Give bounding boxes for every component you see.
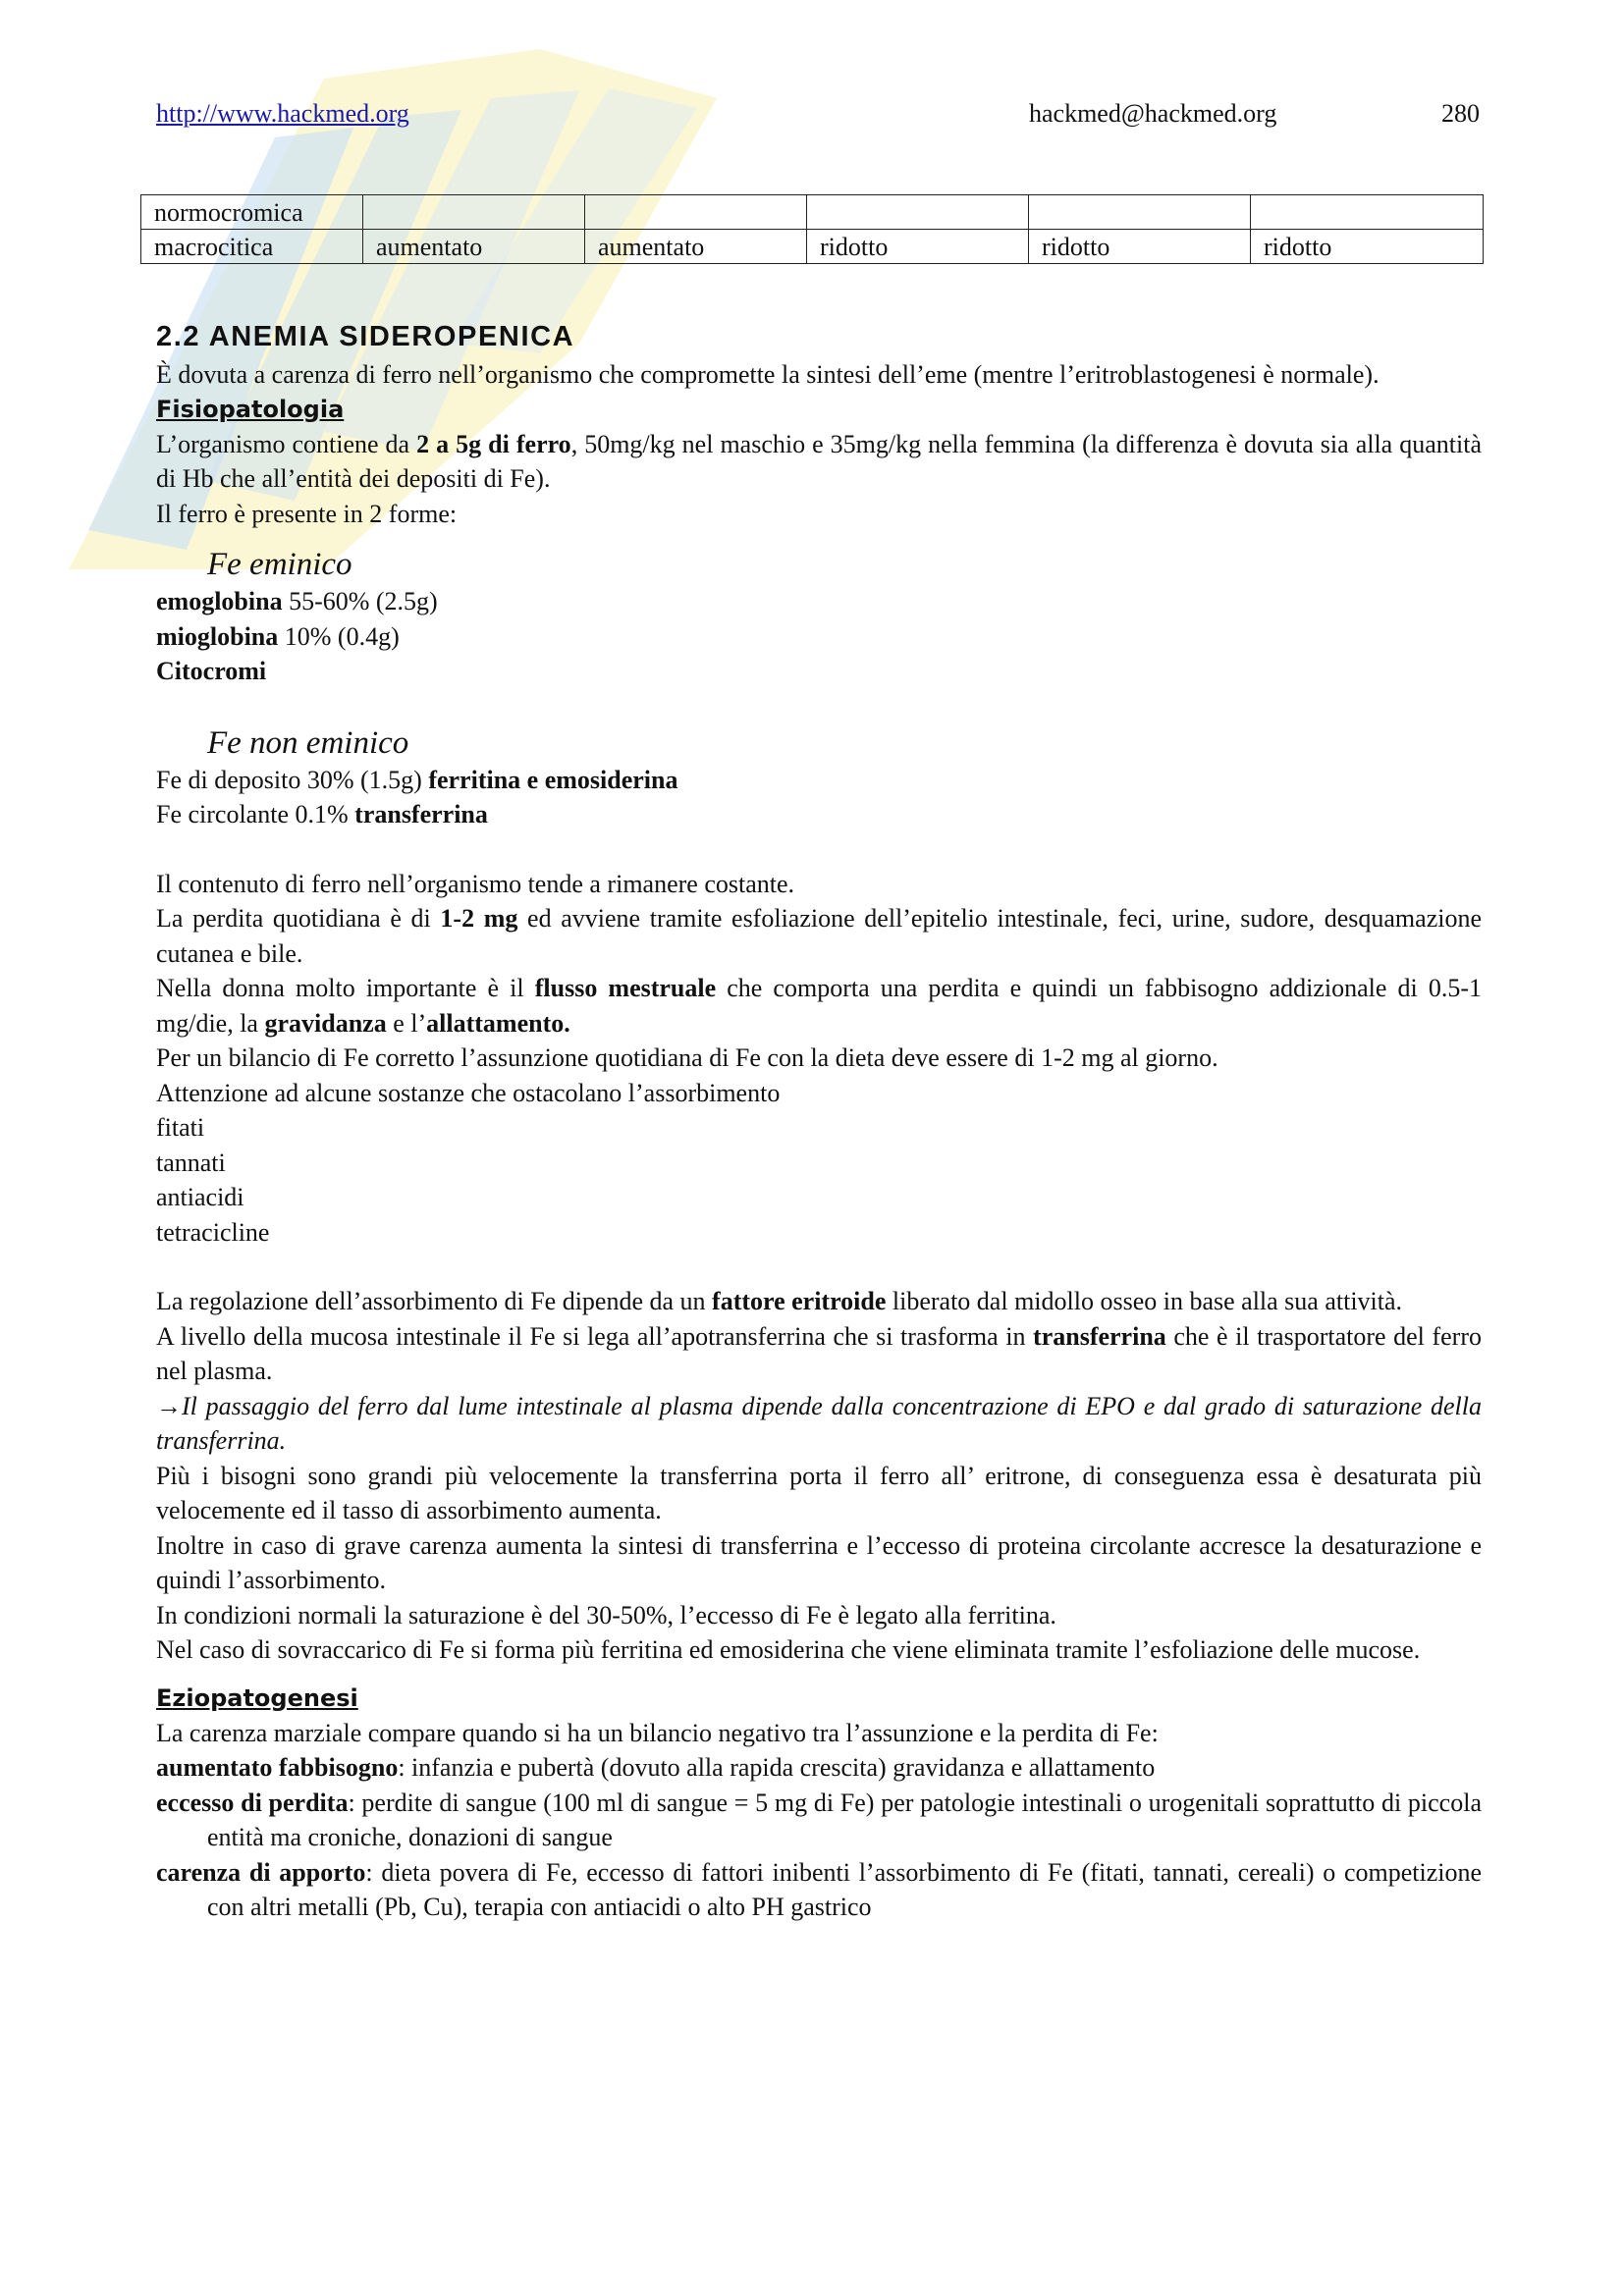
paragraph: Nel caso di sovraccarico di Fe si forma più ferritina ed emosiderina che viene eliminata tramite l’esfoliazione delle mucose. — [156, 1635, 1421, 1664]
section-title: 2.2 ANEMIA SIDEROPENICA — [156, 321, 575, 352]
table-cell: aumentato — [363, 230, 585, 264]
paragraph: La carenza marziale compare quando si ha un bilancio negativo tra l’assunzione e la perdita di Fe: — [156, 1718, 1159, 1747]
list-item: mioglobina 10% (0.4g) — [156, 621, 400, 651]
table-cell — [1251, 195, 1484, 230]
anemia-table — [140, 194, 1484, 264]
header-link[interactable]: http://www.hackmed.org — [156, 99, 409, 128]
table-cell: normocromica — [141, 195, 363, 230]
list-item: aumentato fabbisogno: infanzia e pubertà (dovuto alla rapida crescita) gravidanza e allattamento — [156, 1753, 1156, 1782]
list-item: Citocromi — [156, 657, 267, 685]
list-item: carenza di apporto: dieta povera di Fe, eccesso di fattori inibenti l’assorbimento di Fe (fitati, tannati, cereali) o competizione con altri metalli (Pb, Cu), terapia con antiacidi o alto PH gastrico — [156, 1857, 1483, 1921]
fe-eminico-heading: Fe eminico — [207, 547, 352, 582]
list-item: eccesso di perdita: perdite di sangue (100 ml di sangue = 5 mg di Fe) per patologie intestinali o urogenitali soprattutto di piccola entità ma croniche, donazioni di sangue — [156, 1788, 1482, 1851]
list-item: tannati — [156, 1148, 226, 1177]
table-cell: ridotto — [1029, 230, 1251, 264]
main-content — [156, 316, 1482, 1925]
table-cell: ridotto — [807, 230, 1029, 264]
paragraph: A livello della mucosa intestinale il Fe si lega all’apotransferrina che si trasforma in transferrina che è il trasportatore del ferro nel plasma. — [156, 1321, 1482, 1385]
table-row — [141, 195, 1484, 230]
paragraph: Attenzione ad alcune sostanze che ostacolano l’assorbimento — [156, 1078, 781, 1107]
table-cell — [585, 195, 807, 230]
forms-paragraph: Il ferro è presente in 2 forme: — [156, 499, 458, 528]
page-header — [156, 96, 1482, 135]
intro-paragraph: È dovuta a carenza di ferro nell’organismo che compromette la sintesi dell’eme (mentre l’eritroblastogenesi è normale). — [156, 360, 1380, 389]
paragraph: Più i bisogni sono grandi più velocemente la transferrina porta il ferro all’ eritrone, di conseguenza essa è desaturata più velocemente ed il tasso di assorbimento aumenta. — [156, 1461, 1482, 1524]
list-item: Fe circolante 0.1% transferrina — [156, 800, 488, 828]
eziopatogenesi-heading: Eziopatogenesi — [156, 1683, 358, 1712]
fisio-paragraph: L’organismo contiene da 2 a 5g di ferro, 50mg/kg nel maschio e 35mg/kg nella femmina (la differenza è dovuta sia alla quantità di Hb che all’entità dei depositi di Fe). — [156, 429, 1482, 493]
italic-paragraph: →Il passaggio del ferro dal lume intestinale al plasma dipende dalla concentrazione di EPO e dal grado di saturazione della transferrina. — [156, 1391, 1482, 1455]
header-email: hackmed@hackmed.org — [1029, 99, 1277, 128]
list-item: fitati — [156, 1113, 205, 1142]
paragraph: Nella donna molto importante è il flusso mestruale che comporta una perdita e quindi un fabbisogno addizionale di 0.5-1 mg/die, la gravidanza e l’allattamento. — [156, 974, 1482, 1038]
page-number: 280 — [1441, 99, 1480, 128]
table-cell: aumentato — [585, 230, 807, 264]
table-cell — [363, 195, 585, 230]
paragraph: Il contenuto di ferro nell’organismo tende a rimanere costante. — [156, 869, 794, 898]
table-cell: ridotto — [1251, 230, 1484, 264]
fisiopatologia-heading: Fisiopatologia — [156, 395, 345, 423]
paragraph: Per un bilancio di Fe corretto l’assunzione quotidiana di Fe con la dieta deve essere di 1-2 mg al giorno. — [156, 1043, 1218, 1072]
table-cell — [807, 195, 1029, 230]
list-item: Fe di deposito 30% (1.5g) ferritina e emosiderina — [156, 765, 678, 794]
paragraph: La regolazione dell’assorbimento di Fe dipende da un fattore eritroide liberato dal midollo osseo in base alla sua attività. — [156, 1287, 1403, 1315]
list-item: antiacidi — [156, 1183, 244, 1211]
paragraph: Inoltre in caso di grave carenza aumenta la sintesi di transferrina e l’eccesso di proteina circolante accresce la desaturazione e quindi l’assorbimento. — [156, 1530, 1482, 1594]
list-item: emoglobina 55-60% (2.5g) — [156, 587, 438, 615]
table-row — [141, 230, 1484, 264]
paragraph: La perdita quotidiana è di 1-2 mg ed avviene tramite esfoliazione dell’epitelio intestinale, feci, urine, sudore, desquamazione cutanea e bile. — [156, 904, 1482, 968]
list-item: tetracicline — [156, 1217, 270, 1247]
table-cell: macrocitica — [141, 230, 363, 264]
fe-non-eminico-heading: Fe non eminico — [207, 724, 409, 761]
paragraph: In condizioni normali la saturazione è del 30-50%, l’eccesso di Fe è legato alla ferritina. — [156, 1600, 1056, 1629]
table-cell — [1029, 195, 1251, 230]
